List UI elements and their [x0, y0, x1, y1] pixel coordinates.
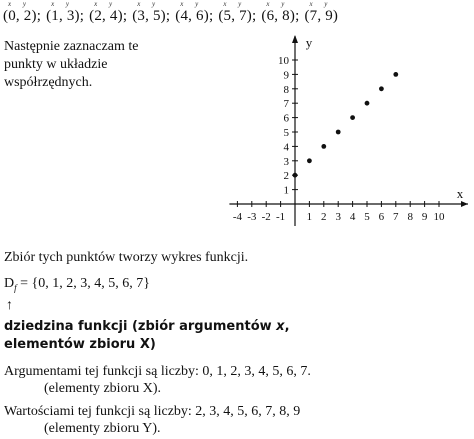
x-tick-label: 10 [433, 211, 445, 223]
x-tick-label: -1 [276, 211, 286, 223]
pair-text: (7, 9) [304, 8, 339, 24]
x-tick-label: -3 [247, 211, 257, 223]
definition-text: dziedzina funkcji (zbiór argumentów [4, 319, 277, 334]
xy-mark: x y [266, 0, 290, 8]
ordered-pair [132, 0, 171, 24]
ordered-pair [175, 0, 214, 24]
data-point [365, 101, 370, 106]
y-tick-label: 5 [283, 127, 289, 139]
domain-symbol: D [4, 276, 15, 291]
xy-mark: x y [137, 0, 161, 8]
pair-text: (2, 4); [89, 8, 128, 24]
arguments-line-1: Argumentami tej funkcji są liczby: 0, 1, 2, 3, 4, 5, 6, 7. [4, 364, 311, 379]
x-tick-label: 3 [335, 211, 341, 223]
y-tick-label: 10 [278, 55, 289, 67]
x-tick-label: 1 [306, 211, 313, 223]
ordered-pair [3, 0, 42, 24]
definition-variable: x [276, 319, 285, 334]
values-line-2: (elementy zbioru Y). [44, 421, 161, 436]
x-tick-label: 4 [349, 211, 356, 223]
function-graph [232, 34, 470, 254]
x-axis-arrow-icon [461, 201, 468, 207]
domain-formula [4, 276, 150, 293]
xy-mark: x y [8, 0, 31, 8]
pair-text: (4, 6); [175, 8, 214, 24]
pair-text: (3, 5); [132, 8, 171, 24]
y-tick-label: 2 [283, 170, 289, 183]
domain-set: = {0, 1, 2, 3, 4, 5, 6, 7} [16, 276, 150, 291]
data-point [379, 86, 384, 91]
values-line-1: Wartościami tej funkcji są liczby: 2, 3, 4, 5, 6, 7, 8, 9 [4, 404, 301, 419]
data-point [307, 158, 312, 163]
ordered-pair [304, 0, 339, 24]
x-tick-label: 7 [393, 211, 399, 223]
y-tick-label: 7 [283, 98, 289, 111]
xy-mark: x y [180, 0, 204, 8]
ordered-pair [89, 0, 128, 24]
x-tick-label: 2 [321, 211, 327, 223]
y-axis-arrow-icon [292, 35, 298, 43]
pair-text: (0, 2); [3, 8, 42, 24]
graph-caption: Zbiór tych punktów tworzy wykres funkcji. [4, 250, 249, 265]
y-tick-label: 9 [283, 69, 289, 82]
data-point [350, 115, 355, 120]
y-axis-label: y [305, 35, 313, 50]
y-tick-label: 8 [283, 83, 289, 96]
xy-mark: x y [309, 0, 333, 8]
intro-text: Następnie zaznaczam te punkty w układzie współrzędnych. [4, 39, 139, 90]
ordered-pairs-line [3, 0, 343, 25]
x-tick-label: 9 [421, 211, 428, 223]
y-tick-label: 4 [283, 141, 289, 154]
pair-text: (1, 3); [46, 8, 85, 24]
definition-line-2: elementów zbioru X) [4, 337, 156, 352]
definition-line-1 [4, 319, 290, 334]
ordered-pair [46, 0, 85, 24]
data-point [293, 173, 298, 178]
pair-text: (6, 8); [261, 8, 300, 24]
xy-mark: x y [223, 0, 247, 8]
x-tick-label: -2 [261, 211, 271, 223]
definition-comma: , [284, 319, 290, 334]
x-tick-label: -4 [232, 211, 242, 223]
arguments-line-2: (elementy zbioru X). [44, 381, 162, 396]
y-tick-label: 3 [283, 155, 289, 168]
pair-text: (5, 7); [218, 8, 257, 24]
y-tick-label: 1 [283, 184, 289, 197]
x-tick-label: 5 [364, 211, 370, 223]
xy-mark: x y [94, 0, 118, 8]
data-point [336, 130, 341, 135]
ordered-pair [261, 0, 300, 24]
ordered-pair [218, 0, 257, 24]
domain-subscript: f [14, 282, 17, 293]
xy-mark: x y [51, 0, 75, 8]
up-arrow-icon: ↑ [6, 298, 13, 313]
x-axis-label: x [456, 186, 464, 201]
y-tick-label: 6 [283, 112, 289, 125]
data-point [393, 72, 398, 77]
x-tick-label: 6 [378, 211, 385, 223]
x-tick-label: 8 [407, 211, 413, 223]
data-point [321, 144, 326, 149]
